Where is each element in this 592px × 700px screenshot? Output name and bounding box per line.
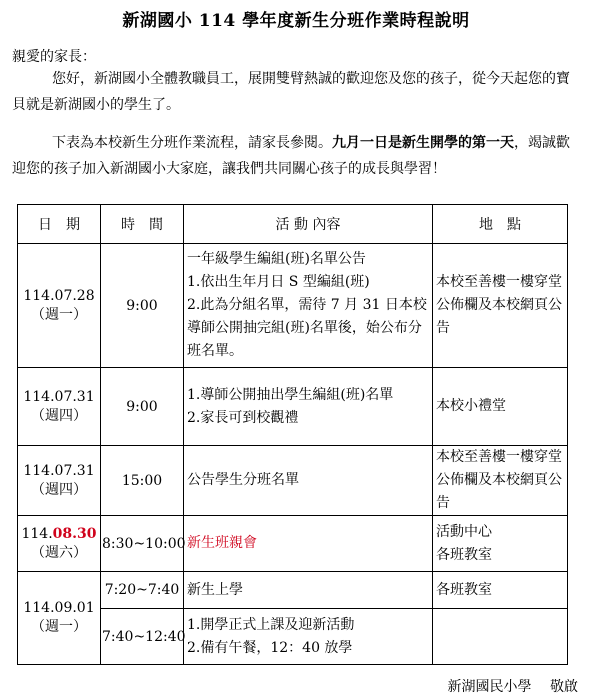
time-cell: 7:20~7:40 [101,572,184,609]
activity-line: 1.依出生年月日 S 型編組(班) [187,274,370,290]
place-cell: 本校至善樓一樓穿堂公佈欄及本校網頁公告 [433,244,568,368]
date [19,526,99,542]
time-cell: 8:30~10:00 [101,516,184,572]
date-highlight: 08.30 [52,525,97,542]
activity-line: 一年級學生編組(班)名單公告 [187,251,366,267]
activity-cell: 新生班親會 [184,516,433,572]
activity-cell [184,609,433,665]
place-cell: 本校至善樓一樓穿堂公佈欄及本校網頁公告 [433,446,568,516]
activity-cell [184,368,433,446]
schedule-intro-paragraph [12,130,582,182]
activity-cell: 公告學生分班名單 [184,446,433,516]
weekday: （週四） [31,481,87,498]
table-row [18,368,568,446]
date: 114.07.31 [23,462,95,479]
time-cell: 7:40~12:40 [101,609,184,665]
weekday: （週四） [31,407,87,424]
activity-line: 1.開學正式上課及迎新活動 [187,616,355,633]
header-time: 時 間 [101,205,184,244]
date-cell [18,516,101,572]
place-cell [433,609,568,665]
table-row [18,446,568,516]
time-cell: 15:00 [101,446,184,516]
signature: 新湖國民小學 敬啟 [447,679,578,695]
time-cell: 9:00 [101,244,184,368]
table-row [18,572,568,609]
date-cell [18,572,101,665]
table-header-row [18,205,568,244]
activity-cell [184,244,433,368]
weekday: （週一） [31,619,87,635]
first-day-emphasis: 九月一日是新生開學的第一天 [332,135,514,151]
activity-cell: 新生上學 [184,572,433,609]
date-cell [18,368,101,446]
activity-line: 2.此為分組名單，需待 7 月 31 日本校導師公開抽完組(班)名單後，始公布分班名單。 [187,297,427,359]
date-cell [18,244,101,368]
header-activity: 活 動 內容 [184,205,433,244]
activity-line: 2.家長可到校觀禮 [187,409,299,426]
date: 114.07.28 [23,287,95,304]
place-cell: 各班教室 [433,572,568,609]
greeting: 親愛的家長： [12,49,96,65]
place-line: 活動中心 [436,523,492,540]
header-date: 日 期 [18,205,101,244]
place-cell [433,516,568,572]
intro-text-end: ，竭誠歡迎您的孩子加入新湖國小大家庭，讓我們共同關心孩子的成長與學習！ [12,135,570,177]
document-title: 新湖國小 114 學年度新生分班作業時程說明 [122,11,470,31]
time-cell: 9:00 [101,368,184,446]
date-prefix: 114. [21,525,53,542]
date: 114.07.31 [23,388,95,405]
date-cell [18,446,101,516]
activity-line: 2.備有午餐，12：40 放學 [187,639,353,656]
table-row [18,609,568,665]
weekday: （週六） [31,544,87,561]
intro-text: 下表為本校新生分班作業流程，請家長參閱。 [52,135,332,151]
place-cell: 本校小禮堂 [433,368,568,446]
place-line: 各班教室 [436,546,492,563]
welcome-paragraph: 您好，新湖國小全體教職員工，展開雙臂熱誠的歡迎您及您的孩子，從今天起您的寶貝就是新湖國小的學生了。 [12,71,570,113]
table-row [18,244,568,368]
date: 114.09.01 [23,600,95,616]
weekday: （週一） [31,306,87,323]
activity-line: 1.導師公開抽出學生編組(班)名單 [187,386,394,403]
header-place: 地 點 [433,205,568,244]
table-row-highlighted [18,516,568,572]
schedule-table [17,204,568,665]
